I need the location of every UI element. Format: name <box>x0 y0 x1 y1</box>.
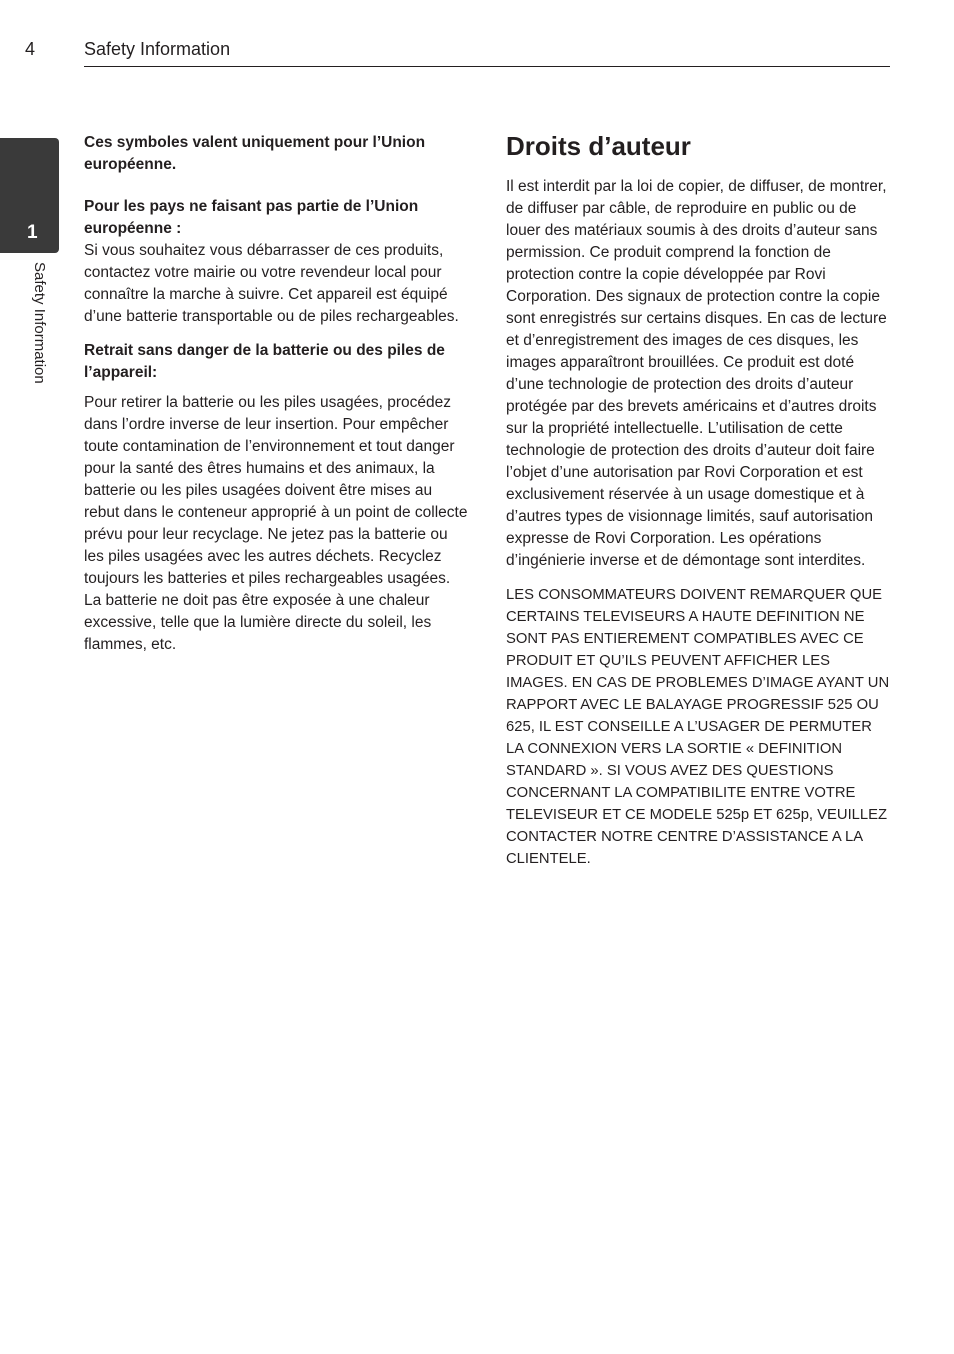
consumer-notice: LES CONSOMMATEURS DOIVENT REMARQUER QUE CERTAINS TELEVISEURS A HAUTE DEFINITION NE SONT PAS ENTIEREMENT COMPATIBLES AVEC CE PRODUIT ET QU’ILS PEUVENT AFFICHER LES IMAGES. EN CAS DE PROBLEMES D’IMAGE AYANT UN RAPPORT AVEC LE BALAYAGE PROGRESSIF 525 OU 625, IL EST CONSEILLE A L’USAGER DE PERMUTER LA CONNEXION VERS LA SORTIE « DEFINITION STANDARD ». SI VOUS AVEZ DES QUESTIONS CONCERNANT LA COMPATIBILITE ENTRE VOTRE TELEVISEUR ET CE MODELE 525p ET 625p, VEUILLEZ CONTACTER NOTRE CENTRE D’ASSISTANCE A LA CLIENTELE. <box>506 587 890 867</box>
battery-removal-heading: Retrait sans danger de la batterie ou des piles de l’appareil: <box>84 342 445 381</box>
copyright-body: Il est interdit par la loi de copier, de diffuser, de montrer, de diffuser par câble, de reproduire en public ou de louer des matériaux soumis à des droits d’auteur sans permission. Ce produit comprend la fonction de protection contre la copie développée par Rovi Corporation. Des signaux de protection contre la copie sont enregistrés sur certains disques. En cas de lecture et d’enregistrement des images de ces disques, les images apparaîtront brouillées. Ce produit est doté d’une technologie de protection des droits d’auteur protégée par des brevets américains et d’autres droits sur la propriété intellectuelle. L’utilisation de cette technologie de protection des droits d’auteur doit faire l’objet d’une autorisation par Rovi Corporation et est exclusivement réservée à un usage domestique et à d’autres types de visionnage limités, sauf autorisation expresse de Rovi Corporation. Les opérations d’ingénierie inverse et de démontage sont interdites. <box>506 178 887 569</box>
running-header-title: Safety Information <box>84 39 231 59</box>
left-column <box>84 132 469 656</box>
non-eu-body: Si vous souhaitez vous débarrasser de ces produits, contactez votre mairie ou votre revendeur local pour connaître la marche à suivre. Cet appareil est équipé d’une batterie transportable ou de piles rechargeables. <box>84 242 459 325</box>
page-number: 4 <box>25 39 36 59</box>
non-eu-heading: Pour les pays ne faisant pas partie de l’Union européenne : <box>84 198 419 237</box>
chapter-number: 1 <box>27 222 38 243</box>
right-column <box>506 128 892 870</box>
battery-removal-body: Pour retirer la batterie ou les piles usagées, procédez dans l’ordre inverse de leur insertion. Pour empêcher toute contamination de l’environnement et tout danger pour la santé des êtres humains et des animaux, la batterie ou les piles usagées doivent être mises au rebut dans le conteneur approprié à un point de collecte prévu pour leur recyclage. Ne jetez pas la batterie ou les piles usagées avec les autres déchets. Recyclez toujours les batteries et piles rechargeables usagées. <box>84 394 468 587</box>
chapter-side-label: Safety Information <box>31 262 48 384</box>
eu-symbols-note: Ces symboles valent uniquement pour l’Union européenne. <box>84 134 426 173</box>
header-divider <box>84 66 890 67</box>
section-title-copyright: Droits d’auteur <box>506 131 691 161</box>
battery-heat-warning: La batterie ne doit pas être exposée à une chaleur excessive, telle que la lumière directe du soleil, les flammes, etc. <box>84 592 432 653</box>
